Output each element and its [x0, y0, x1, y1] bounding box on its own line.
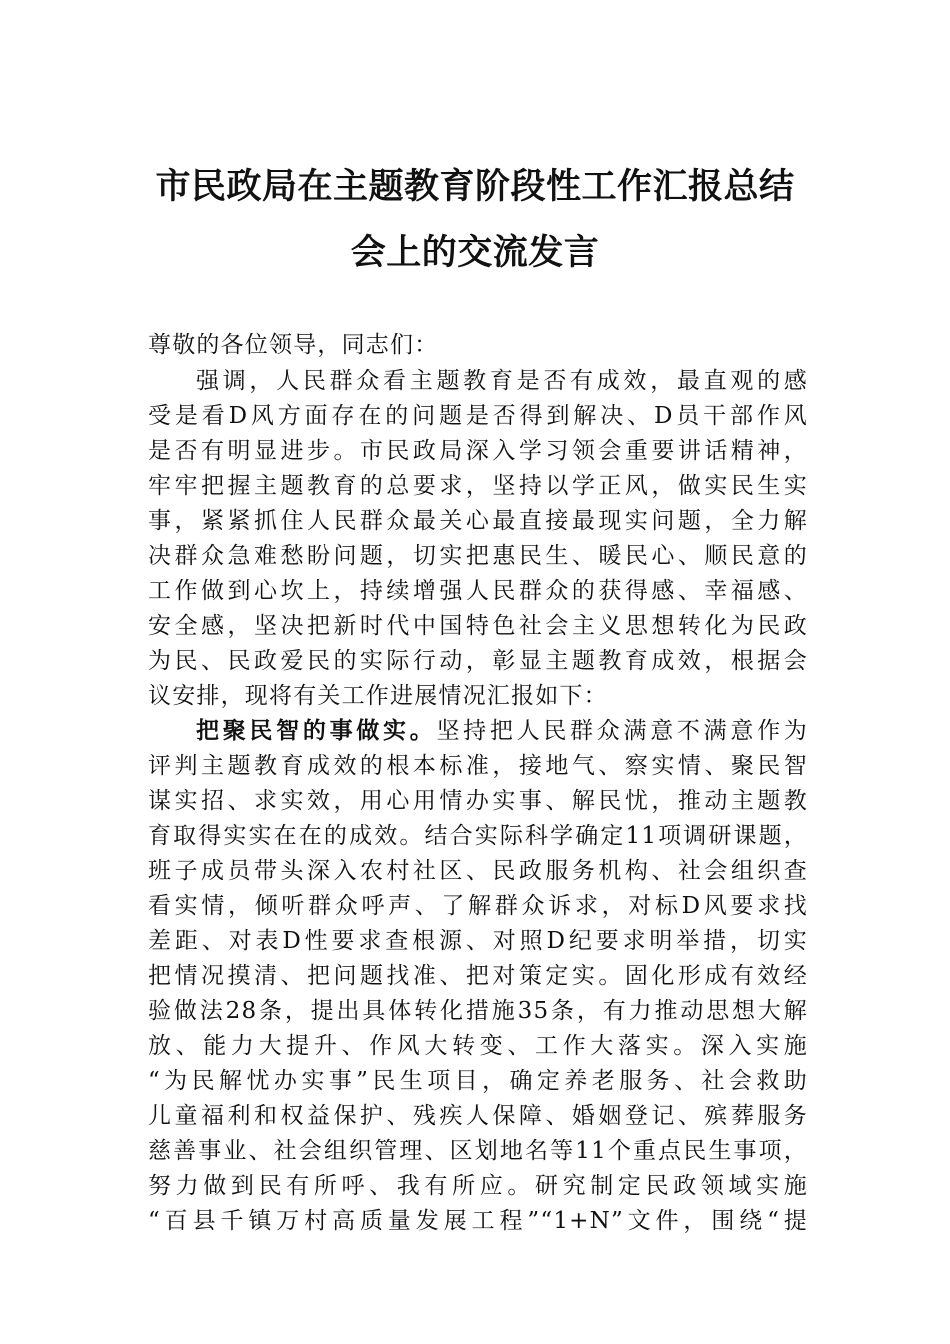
paragraph-2-line: 评判主题教育成效的根本标准，接地气、察实情、聚民智 [148, 753, 808, 779]
paragraph-2-line: 努力做到民有所呼、我有所应。研究制定民政领域实施 [148, 1173, 808, 1199]
paragraph-1-line: 强调，人民群众看主题教育是否有成效，最直观的感 [196, 368, 808, 394]
paragraph-2-line: 慈善事业、社会组织管理、区划地名等11个重点民生事项， [148, 1138, 808, 1164]
salutation: 尊敬的各位领导，同志们： [148, 332, 439, 358]
paragraph-1-line: 议安排，现将有关工作进展情况汇报如下： [148, 683, 608, 709]
paragraph-1-line: 安全感，坚决把新时代中国特色社会主义思想转化为民政 [148, 613, 808, 639]
paragraph-2-line: 差距、对表D性要求查根源、对照D纪要求明举措，切实 [148, 928, 808, 954]
paragraph-1-line: 事，紧紧抓住人民群众最关心最直接最现实问题，全力解 [148, 508, 808, 534]
paragraph-2-heading: 把聚民智的事做实。 [196, 717, 437, 744]
paragraph-2-line: 儿童福利和权益保护、残疾人保障、婚姻登记、殡葬服务 [148, 1103, 808, 1129]
paragraph-1-line: 决群众急难愁盼问题，切实把惠民生、暖民心、顺民意的 [148, 543, 808, 569]
document-title-line-2: 会上的交流发言 [350, 232, 600, 273]
paragraph-1-line: 为民、民政爱民的实际行动，彰显主题教育成效，根据会 [148, 648, 808, 674]
paragraph-1-line: 是否有明显进步。市民政局深入学习领会重要讲话精神， [148, 438, 808, 464]
paragraph-2-line: 谋实招、求实效，用心用情办实事、解民忧，推动主题教 [148, 788, 808, 814]
paragraph-1-line: 工作做到心坎上，持续增强人民群众的获得感、幸福感、 [148, 578, 808, 604]
paragraph-2-line: 把情况摸清、把问题找准、把对策定实。固化形成有效经 [148, 963, 808, 989]
paragraph-1-line: 受是看D风方面存在的问题是否得到解决、D员干部作风 [148, 403, 808, 429]
paragraph-2-line: 放、能力大提升、作风大转变、工作大落实。深入实施 [148, 1033, 808, 1059]
paragraph-2-first-line [196, 716, 808, 746]
paragraph-1-line: 牢牢把握主题教育的总要求，坚持以学正风，做实民生实 [148, 473, 808, 499]
paragraph-2-line: 看实情，倾听群众呼声、了解群众诉求，对标D风要求找 [148, 893, 808, 919]
paragraph-2-first-line-text: 坚持把人民群众满意不满意作为 [436, 718, 808, 744]
paragraph-2-line: 验做法28条，提出具体转化措施35条，有力推动思想大解 [148, 998, 808, 1024]
paragraph-2-line: 班子成员带头深入农村社区、民政服务机构、社会组织查 [148, 858, 808, 884]
paragraph-2-line: “为民解忧办实事”民生项目，确定养老服务、社会救助 [148, 1068, 808, 1094]
paragraph-2-line: “百县千镇万村高质量发展工程”“1+N”文件，围绕“提 [148, 1208, 808, 1234]
document-title-line-1: 市民政局在主题教育阶段性工作汇报总结 [155, 166, 795, 207]
paragraph-2-line: 育取得实实在在的成效。结合实际科学确定11项调研课题， [148, 823, 808, 849]
